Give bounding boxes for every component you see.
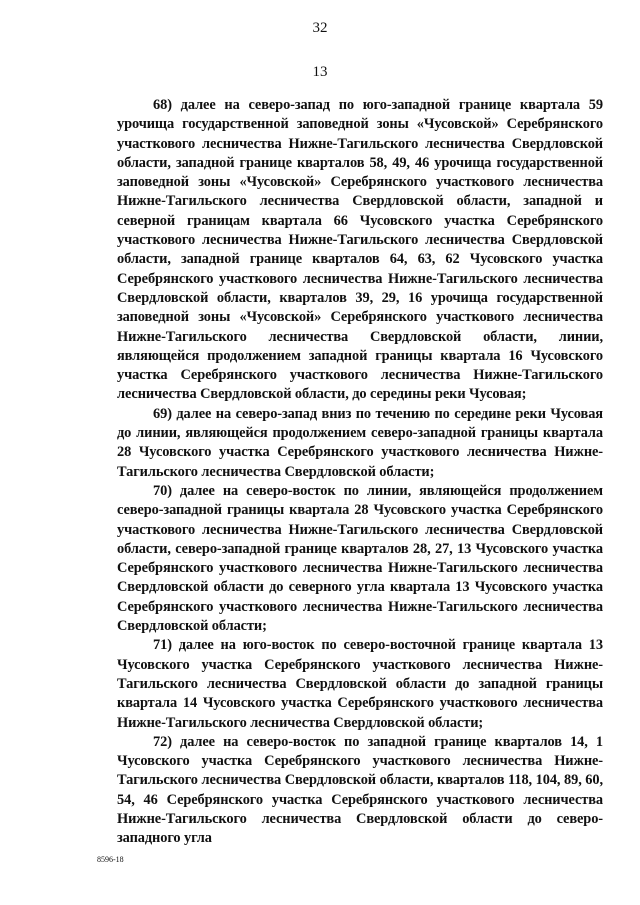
document-code: 8596-18: [97, 855, 124, 864]
paragraph-68: 68) далее на северо-запад по юго-западной границе квартала 59 урочища государственной заповедной зоны «Чусовской» Серебрянского участкового лесничества Нижне-Тагильского лесничества Свердловской области, западной границе кварталов 58, 49, 46 урочища государственной заповедной зоны «Чусовской» Серебрянского участкового лесничества Нижне-Тагильского лесничества Свердловской области, западной и северной границам квартала 66 Чусовского участка Серебрянского участкового лесничества Нижне-Тагильского лесничества Свердловской области, западной границе кварталов 64, 63, 62 Чусовского участка Серебрянского участкового лесничества Нижне-Тагильского лесничества Свердловской области, кварталов 39, 29, 16 урочища государственной заповедной зоны «Чусовской» Серебрянского участкового лесничества Нижне-Тагильского лесничества Свердловской области, линии, являющейся продолжением западной границы квартала 16 Чусовского участка Серебрянского участкового лесничества Нижне-Тагильского лесничества Свердловской области, до середины реки Чусовая;: [117, 97, 603, 403]
paragraph-70: 70) далее на северо-восток по линии, являющейся продолжением северо-западной границы квартала 28 Чусовского участка Серебрянского участкового лесничества Нижне-Тагильского лесничества Свердловской области, северо-западной границе кварталов 28, 27, 13 Чусовского участка Серебрянского участкового лесничества Нижне-Тагильского лесничества Свердловской области до северного угла квартала 13 Чусовского участка Серебрянского участкового лесничества Нижне-Тагильского лесничества Свердловской области;: [117, 482, 603, 635]
page-number: 32: [312, 20, 328, 36]
paragraph-69: 69) далее на северо-запад вниз по течению по середине реки Чусовая до линии, являющейся продолжением северо-западной границы квартала 28 Чусовского участка Серебрянского участкового лесничества Нижне-Тагильского лесничества Свердловской области;: [117, 405, 603, 480]
document-body: [117, 96, 603, 849]
paragraph-72: 72) далее на северо-восток по западной границе кварталов 14, 1 Чусовского участка Серебрянского участкового лесничества Нижне-Тагильского лесничества Свердловской области, кварталов 118, 104, 89, 60, 54, 46 Серебрянского участка Серебрянского участкового лесничества Нижне-Тагильского лесничества Свердловской области до северо-западного угла: [117, 733, 603, 847]
paragraph-71: 71) далее на юго-восток по северо-восточной границе квартала 13 Чусовского участка Серебрянского участкового лесничества Нижне-Тагильского лесничества Свердловской области до западной границы квартала 14 Чусовского участка Серебрянского участкового лесничества Нижне-Тагильского лесничества Свердловской области;: [117, 637, 603, 731]
sub-page-number: 13: [312, 64, 328, 80]
